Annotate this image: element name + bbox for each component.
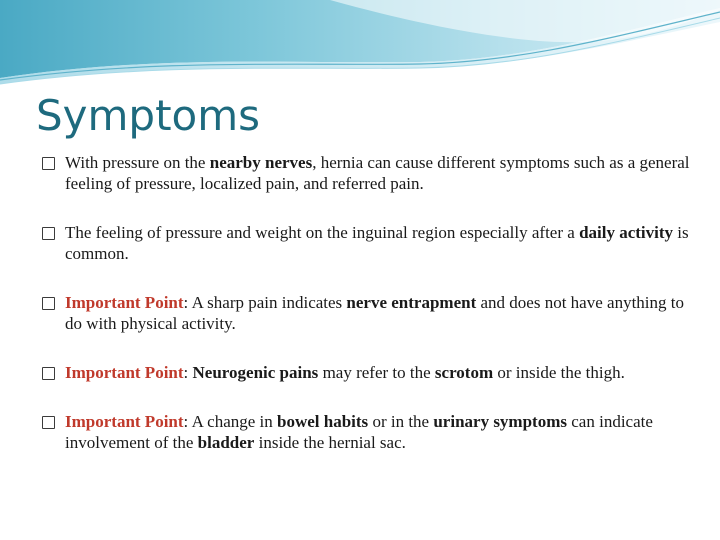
- bullet-text: may refer to the: [318, 363, 435, 382]
- bullet-emphasis: Neurogenic pains: [192, 363, 319, 382]
- bullet-item: [42, 362, 692, 383]
- bullet-item: [42, 411, 692, 453]
- bullet-text: and does not have anything to do with physical activity.: [65, 293, 684, 333]
- bullet-text: , hernia can cause different symptoms such as a general feeling of pressure, localized pain, and referred pain.: [65, 153, 690, 193]
- bullet-emphasis: daily activity: [579, 223, 674, 242]
- bullet-text: or inside the thigh.: [493, 363, 625, 382]
- bullet-emphasis: urinary symptoms: [433, 412, 567, 431]
- square-bullet-icon: [42, 367, 55, 380]
- bullet-text: can indicate involvement of the: [65, 412, 653, 452]
- bullet-emphasis: nearby nerves: [209, 153, 313, 172]
- bullet-emphasis: bladder: [197, 433, 255, 452]
- header-wave-decoration: [0, 0, 720, 90]
- bullet-emphasis: bowel habits: [277, 412, 369, 431]
- bullet-item: [42, 222, 692, 264]
- bullet-text: inside the hernial sac.: [254, 433, 406, 452]
- bullet-item: [42, 292, 692, 334]
- important-point-label: Important Point: [65, 363, 184, 382]
- square-bullet-icon: [42, 297, 55, 310]
- bullet-text: :: [183, 363, 193, 382]
- bullet-text: : A sharp pain indicates: [183, 293, 347, 312]
- bullet-emphasis: scrotom: [434, 363, 494, 382]
- bullet-emphasis: nerve entrapment: [346, 293, 477, 312]
- bullet-text: The feeling of pressure and weight on the inguinal region especially after a: [65, 223, 580, 242]
- square-bullet-icon: [42, 157, 55, 170]
- important-point-label: Important Point: [65, 293, 184, 312]
- bullet-text: : A change in: [183, 412, 278, 431]
- square-bullet-icon: [42, 416, 55, 429]
- bullet-text: is common.: [65, 223, 689, 263]
- bullet-text: or in the: [368, 412, 434, 431]
- bullet-list: [42, 152, 692, 481]
- bullet-item: [42, 152, 692, 194]
- slide-title: Symptoms: [36, 91, 261, 140]
- bullet-text: With pressure on the: [65, 153, 210, 172]
- square-bullet-icon: [42, 227, 55, 240]
- important-point-label: Important Point: [65, 412, 184, 431]
